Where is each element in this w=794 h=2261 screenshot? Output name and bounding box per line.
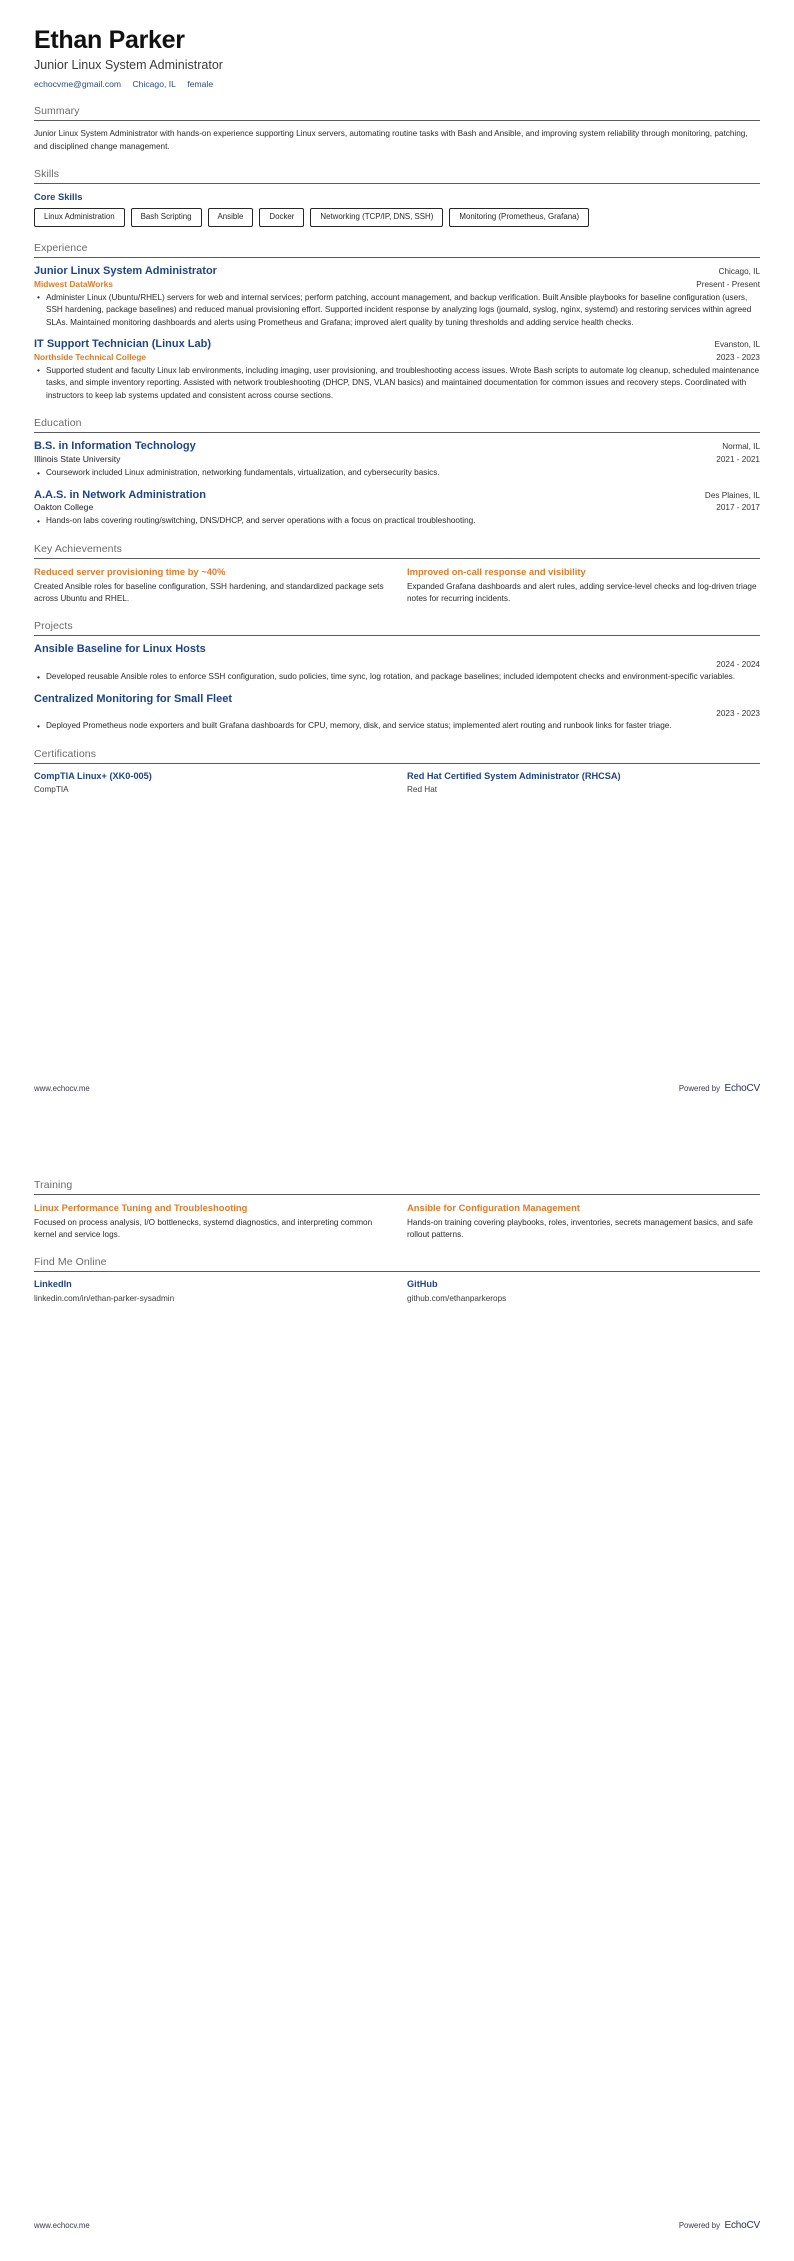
social-link-item — [407, 1279, 760, 1305]
section-skills — [34, 168, 760, 227]
education-entry-header — [34, 489, 760, 503]
education-degree: A.A.S. in Network Administration — [34, 488, 206, 501]
certification-item — [407, 771, 760, 797]
project-dates: 2024 - 2024 — [716, 660, 760, 670]
summary-text: Junior Linux System Administrator with hands-on experience supporting Linux servers, automating routine tasks with Bash and Ansible, and improving system reliability through monitoring, patching, and disciplined change management. — [34, 128, 748, 151]
experience-job-title: IT Support Technician (Linux Lab) — [34, 338, 212, 351]
education-entry — [34, 489, 760, 528]
certifications-grid — [34, 771, 760, 797]
page-footer — [34, 2215, 760, 2233]
section-title-key-achievements: Key Achievements — [34, 543, 760, 559]
section-training — [34, 1139, 760, 1241]
project-bullet-list — [34, 671, 760, 683]
footer-brand-name: EchoCV — [724, 2220, 760, 2231]
experience-location: Chicago, IL — [718, 267, 760, 277]
education-dates: 2017 - 2017 — [716, 503, 760, 513]
section-title-skills: Skills — [34, 168, 760, 184]
certification-issuer: Red Hat — [407, 785, 438, 795]
experience-company: Northside Technical College — [34, 351, 146, 362]
education-bullet-list — [34, 467, 760, 479]
skill-chip[interactable]: Monitoring (Prometheus, Grafana) — [449, 208, 589, 227]
training-item — [34, 1202, 387, 1241]
training-description: Hands-on training covering playbooks, roles, inventories, secrets management basics, and safe rollout patterns. — [407, 1217, 753, 1240]
social-link-item — [34, 1279, 387, 1305]
section-certifications — [34, 748, 760, 797]
footer-powered-by — [679, 2215, 760, 2233]
header-job-title: Junior Linux System Administrator — [34, 57, 223, 72]
education-entry-subheader — [34, 502, 760, 513]
education-school: Oakton College — [34, 502, 94, 513]
key-achievement-description: Created Ansible roles for baseline configuration, SSH hardening, and standardized package sets across Ubuntu and RHEL. — [34, 581, 384, 603]
experience-entry-header — [34, 265, 760, 279]
skill-chip[interactable]: Bash Scripting — [131, 208, 202, 227]
section-key-achievements — [34, 543, 760, 605]
footer-powered-label: Powered by — [678, 1084, 721, 1093]
section-find-me-online — [34, 1256, 760, 1305]
education-location: Normal, IL — [722, 442, 760, 452]
resume-page-2 — [0, 1139, 794, 2261]
section-title-find-me-online: Find Me Online — [34, 1256, 760, 1272]
experience-entry — [34, 265, 760, 329]
social-network-name[interactable]: GitHub — [407, 1279, 438, 1290]
page-footer — [34, 1078, 760, 1096]
certification-issuer: CompTIA — [34, 785, 69, 795]
social-url[interactable]: github.com/ethanparkerops — [407, 1293, 507, 1303]
training-title: Ansible for Configuration Management — [407, 1202, 580, 1213]
section-title-education: Education — [34, 417, 760, 433]
key-achievement-item — [34, 566, 387, 605]
experience-bullet: • Supported student and faculty Linux lab environments, including imaging, user provisioning, and troubleshooting access issues. Wrote Bash scripts to automate log cleanup, scheduled maintenance tasks, and simple inventory reporting. Assisted with network troubleshooting (DHCP, DNS, VLAN basics) and maintained documentation for common issues and recovery steps. Coordinated with instructors to keep lab systems updated and consistent across course sections. — [46, 365, 760, 402]
experience-bullet-list — [34, 292, 760, 329]
section-title-projects: Projects — [34, 620, 760, 636]
contact-line — [34, 79, 760, 90]
footer-powered-label: Powered by — [678, 2221, 721, 2230]
project-title: Ansible Baseline for Linux Hosts — [34, 643, 206, 656]
section-projects — [34, 620, 760, 732]
education-entry-header — [34, 440, 760, 454]
education-dates: 2021 - 2021 — [716, 454, 760, 464]
experience-job-title: Junior Linux System Administrator — [34, 265, 217, 278]
experience-dates: Present - Present — [696, 279, 760, 289]
experience-location: Evanston, IL — [714, 340, 760, 350]
section-summary — [34, 105, 760, 153]
education-entry-subheader — [34, 454, 760, 465]
education-location: Des Plaines, IL — [704, 490, 760, 500]
section-title-training: Training — [34, 1179, 760, 1195]
education-school: Illinois State University — [34, 453, 121, 464]
key-achievement-title: Reduced server provisioning time by ~40% — [34, 565, 226, 577]
experience-entry-subheader — [34, 279, 760, 290]
education-bullet: • Coursework included Linux administration, networking fundamentals, virtualization, and cybersecurity basics. — [46, 467, 760, 479]
resume-page-1 — [0, 0, 794, 1124]
education-entry — [34, 440, 760, 479]
page-title: Ethan Parker — [34, 26, 185, 54]
project-bullet: • Developed reusable Ansible roles to enforce SSH configuration, sudo policies, time sync, log rotation, and package baselines; included idempotent checks and environment-specific variables. — [46, 671, 760, 683]
certification-title: Red Hat Certified System Administrator (RHCSA) — [407, 770, 621, 781]
key-achievements-grid — [34, 566, 760, 605]
section-experience — [34, 242, 760, 402]
education-bullet: • Hands-on labs covering routing/switching, DNS/DHCP, and server operations with a focus on practical troubleshooting. — [46, 515, 760, 527]
footer-powered-by — [679, 1078, 760, 1096]
experience-bullet: • Administer Linux (Ubuntu/RHEL) servers for web and internal services; perform patching, account management, and backup verification. Built Ansible playbooks for baseline configuration (users, SSH hardening, package baselines) and reduced manual provisioning effort. Supported incident response by analyzing logs (journald, syslog, nginx, systemd) and restoring services within agreed SLAs. Maintained monitoring dashboards and alerts using Prometheus and Grafana; improved alert quality by tuning thresholds and adding service health checks. — [46, 292, 760, 329]
experience-company: Midwest DataWorks — [34, 278, 113, 289]
experience-entry-header — [34, 338, 760, 352]
skill-chip[interactable]: Docker — [259, 208, 304, 227]
contact-email[interactable]: echocvme@gmail.com — [34, 78, 122, 89]
section-title-summary: Summary — [34, 105, 760, 121]
section-title-experience: Experience — [34, 242, 760, 258]
key-achievement-description: Expanded Grafana dashboards and alert rules, adding service-level checks and log-driven triage notes for recurring incidents. — [407, 581, 757, 603]
education-degree: B.S. in Information Technology — [34, 440, 196, 453]
skills-chip-list — [34, 208, 760, 227]
project-bullet: • Deployed Prometheus node exporters and built Grafana dashboards for CPU, memory, disk, and service status; implemented alert routing and runbook links for faster triage. — [46, 720, 760, 732]
section-title-certifications: Certifications — [34, 748, 760, 764]
project-title: Centralized Monitoring for Small Fleet — [34, 692, 233, 705]
education-bullet-list — [34, 515, 760, 527]
project-dates: 2023 - 2023 — [716, 709, 760, 719]
resume-header — [34, 0, 760, 90]
experience-bullet-list — [34, 365, 760, 402]
training-description: Focused on process analysis, I/O bottlenecks, systemd diagnostics, and interpreting common kernel and service logs. — [34, 1217, 373, 1240]
social-url[interactable]: linkedin.com/in/ethan-parker-sysadmin — [34, 1293, 175, 1303]
skill-chip[interactable]: Linux Administration — [34, 208, 125, 227]
footer-brand-name: EchoCV — [724, 1083, 760, 1094]
certification-title: CompTIA Linux+ (XK0-005) — [34, 770, 152, 781]
footer-site-url[interactable]: www.echocv.me — [34, 1084, 90, 1093]
footer-site-url[interactable]: www.echocv.me — [34, 2221, 90, 2230]
skills-group-label: Core Skills — [34, 191, 83, 203]
section-education — [34, 417, 760, 528]
skill-chip[interactable]: Networking (TCP/IP, DNS, SSH) — [310, 208, 443, 227]
project-entry — [34, 693, 760, 733]
contact-location: Chicago, IL — [132, 78, 176, 89]
experience-entry-subheader — [34, 352, 760, 363]
training-item — [407, 1202, 760, 1241]
contact-gender: female — [187, 78, 214, 89]
social-network-name[interactable]: LinkedIn — [34, 1279, 72, 1290]
experience-entry — [34, 338, 760, 402]
skill-chip[interactable]: Ansible — [208, 208, 254, 227]
certification-item — [34, 771, 387, 797]
training-grid — [34, 1202, 760, 1241]
project-entry — [34, 643, 760, 683]
experience-dates: 2023 - 2023 — [716, 352, 760, 362]
training-title: Linux Performance Tuning and Troubleshooting — [34, 1202, 248, 1213]
find-me-online-grid — [34, 1279, 760, 1305]
key-achievement-item — [407, 566, 760, 605]
key-achievement-title: Improved on-call response and visibility — [407, 565, 586, 577]
project-bullet-list — [34, 720, 760, 732]
